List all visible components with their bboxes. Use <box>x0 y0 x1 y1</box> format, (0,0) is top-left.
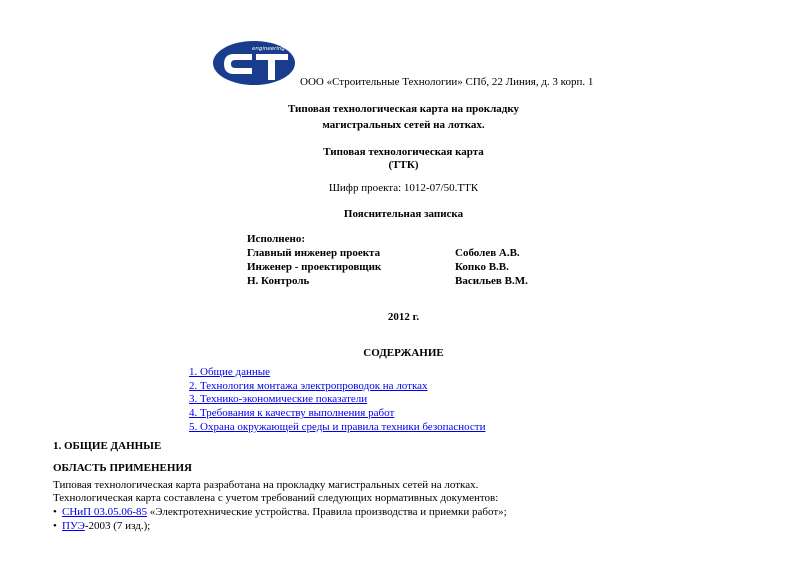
executed-label: Исполнено: <box>247 233 306 245</box>
section-heading: 1. ОБЩИЕ ДАННЫЕ <box>53 440 162 452</box>
toc-link-economic-indicators[interactable]: 3. Технико-экономические показатели <box>189 393 368 405</box>
document-title-line1: Типовая технологическая карта на прокладку <box>287 103 520 115</box>
project-code: Шифр проекта: 1012-07/50.ТТК <box>328 182 479 194</box>
bullet-icon: • <box>53 506 57 518</box>
list-item-text: -2003 (7 изд.); <box>84 520 151 532</box>
executor-role: Главный инженер проекта <box>247 247 381 259</box>
company-logo <box>212 40 296 86</box>
explanatory-note-label: Пояснительная записка <box>343 208 464 220</box>
paragraph: Типовая технологическая карта разработана на прокладку магистральных сетей на лотках. <box>53 479 479 491</box>
logo-text: engineering <box>252 46 285 52</box>
snip-link[interactable]: СНиП 03.05.06-85 <box>62 506 148 518</box>
company-line: ООО «Строительные Технологии» СПб, 22 Линия, д. 3 корп. 1 <box>300 76 594 88</box>
document-title-line2: магистральных сетей на лотках. <box>322 119 485 131</box>
toc-title: СОДЕРЖАНИЕ <box>363 347 444 359</box>
pue-link[interactable]: ПУЭ <box>62 520 85 532</box>
executor-name: Копко В.В. <box>455 261 509 273</box>
toc-link-general-data[interactable]: 1. Общие данные <box>189 366 271 378</box>
list-item <box>53 506 507 518</box>
toc-link-safety[interactable]: 5. Охрана окружающей среды и правила техники безопасности <box>189 421 486 433</box>
year: 2012 г. <box>387 311 420 323</box>
executor-name: Васильев В.М. <box>455 275 528 287</box>
ttk-title-line1: Типовая технологическая карта <box>323 146 484 158</box>
toc-link-installation-technology[interactable]: 2. Технология монтажа электропроводок на лотках <box>189 380 428 392</box>
executor-role: Н. Контроль <box>247 275 310 287</box>
list-item-text: «Электротехнические устройства. Правила производства и приемки работ»; <box>147 506 507 518</box>
bullet-icon: • <box>53 520 57 532</box>
paragraph: Технологическая карта составлена с учетом требований следующих нормативных документов: <box>53 492 499 504</box>
list-item <box>53 520 150 532</box>
subsection-heading: ОБЛАСТЬ ПРИМЕНЕНИЯ <box>53 462 192 474</box>
ttk-title-line2: (ТТК) <box>388 159 419 171</box>
executor-role: Инженер - проектировщик <box>247 261 382 273</box>
executor-name: Соболев А.В. <box>455 247 520 259</box>
toc-link-quality-requirements[interactable]: 4. Требования к качеству выполнения работ <box>189 407 395 419</box>
